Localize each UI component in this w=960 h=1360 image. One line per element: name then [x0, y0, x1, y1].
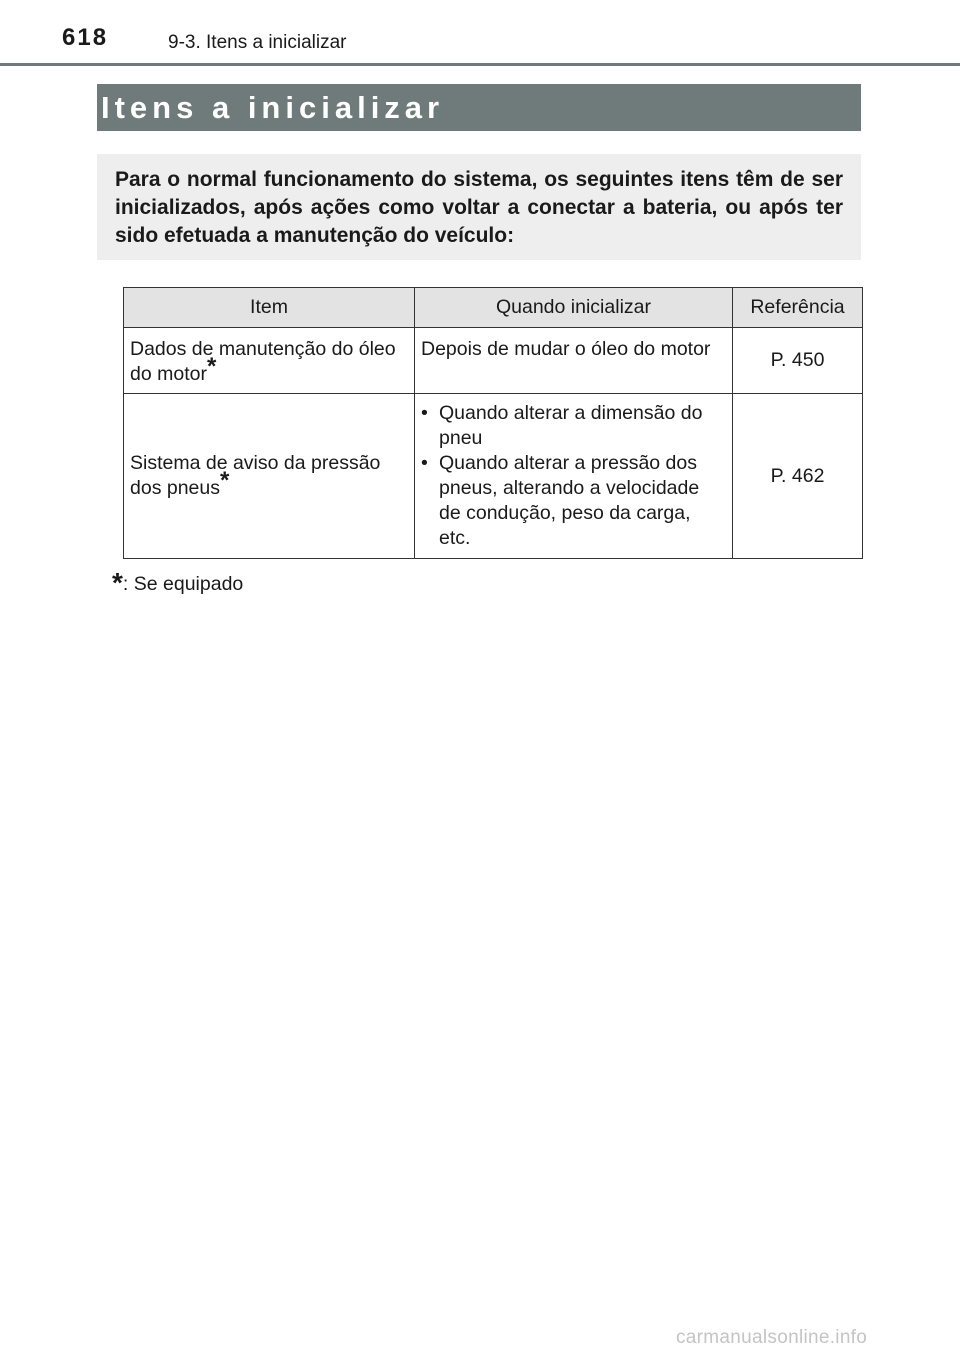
- column-header-when: Quando inicializar: [415, 288, 733, 328]
- table-row: [124, 328, 863, 394]
- reference-cell[interactable]: P. 462: [733, 394, 863, 559]
- reference-cell[interactable]: P. 450: [733, 328, 863, 394]
- list-item: • Quando alterar a dimensão do pneu: [421, 401, 726, 451]
- page-number: 618: [62, 24, 109, 51]
- intro-box: [97, 154, 861, 260]
- when-list: [421, 401, 726, 551]
- watermark: carmanualsonline.info: [676, 1327, 868, 1348]
- section-title-bar: [97, 84, 861, 131]
- footnote-asterisk: *: [112, 567, 123, 598]
- item-cell: [124, 394, 415, 559]
- footnote-mark: *: [220, 467, 230, 494]
- item-text: Sistema de aviso da pressão dos pneus: [130, 452, 381, 499]
- table-row: [124, 394, 863, 559]
- footnote-text: : Se equipado: [122, 573, 244, 595]
- column-header-item: Item: [124, 288, 415, 328]
- intro-text: Para o normal funcionamento do sistema, os seguintes itens têm de ser inicializados, após ações como voltar a conectar a bateria, ou após ter sido efetuada a manutenção do veículo:: [115, 168, 843, 247]
- item-cell: [124, 328, 415, 394]
- footnote: [112, 567, 243, 599]
- column-header-reference: Referência: [733, 288, 863, 328]
- item-text: Dados de manutenção do óleo do motor: [130, 338, 396, 385]
- initialization-table: [123, 287, 863, 559]
- list-item: • Quando alterar a pressão dos pneus, alterando a velocidade de condução, peso da carga, etc.: [421, 451, 726, 551]
- table-header-row: [124, 288, 863, 328]
- running-header: 9-3. Itens a inicializar: [168, 32, 347, 53]
- when-cell: Depois de mudar o óleo do motor: [415, 328, 733, 394]
- when-cell: [415, 394, 733, 559]
- section-title: Itens a inicializar: [101, 90, 445, 125]
- footnote-mark: *: [206, 353, 217, 380]
- header-rule: [0, 63, 960, 66]
